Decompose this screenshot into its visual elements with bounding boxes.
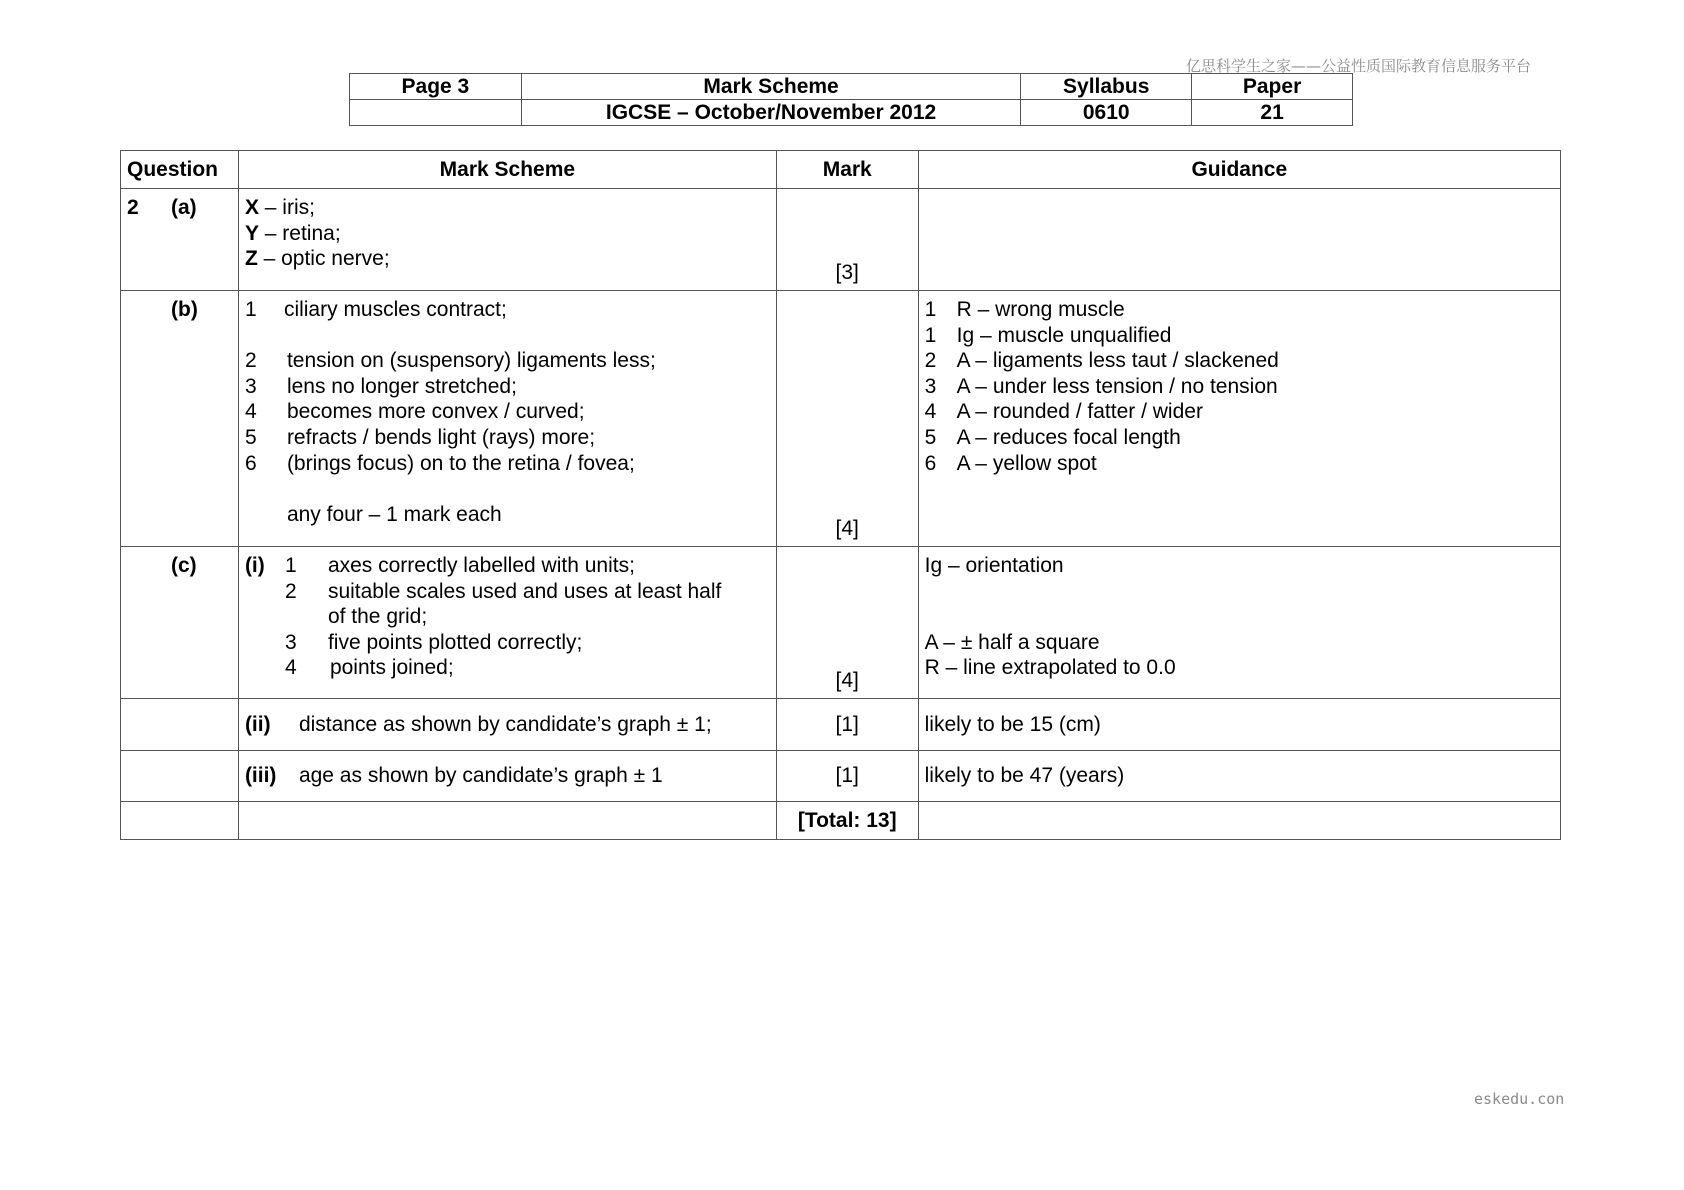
guidance-cell	[918, 751, 1560, 802]
mark-cell	[776, 189, 918, 291]
question-part: (c)	[171, 554, 197, 577]
watermark-top: 亿思科学生之家——公益性质国际教育信息服务平台	[1186, 57, 1532, 75]
guidance-line: likely to be 15 (cm)	[924, 712, 1101, 736]
mark-scheme-cell	[238, 751, 776, 802]
guidance-cell	[918, 699, 1560, 751]
header-exam: IGCSE – October/November 2012	[521, 100, 1020, 126]
answer-line: 3 lens no longer stretched;	[244, 374, 517, 398]
mark-scheme-cell	[238, 547, 776, 699]
answer-line: (i) 1 axes correctly labelled with units;	[244, 554, 635, 577]
guidance-line: 5 A – reduces focal length	[924, 425, 1181, 449]
mark-cell	[776, 751, 918, 802]
answer-line: of the grid;	[327, 605, 428, 629]
table-row	[121, 547, 1561, 699]
header-page: Page 3	[350, 74, 522, 100]
mark-value: [1]	[835, 764, 859, 788]
guidance-cell	[918, 802, 1560, 840]
table-row	[121, 291, 1561, 547]
question-cell	[121, 699, 239, 751]
answer-line: 2 tension on (suspensory) ligaments less;	[244, 349, 656, 373]
guidance-line: 1 R – wrong muscle	[924, 298, 1125, 321]
guidance-line: A – ± half a square	[924, 630, 1100, 654]
answer-line: 2 suitable scales used and uses at least half	[284, 579, 722, 603]
answer-line: 4 becomes more convex / curved;	[244, 400, 585, 424]
mark-cell	[776, 291, 918, 547]
column-header-mark: Mark	[776, 151, 918, 189]
answer-line: 1 ciliary muscles contract;	[244, 298, 507, 321]
mark-scheme-cell	[238, 699, 776, 751]
guidance-line: 6 A – yellow spot	[924, 451, 1097, 475]
guidance-line: 4 A – rounded / fatter / wider	[924, 400, 1203, 424]
mark-value: [3]	[835, 261, 859, 285]
column-header-question: Question	[121, 151, 239, 189]
table-row	[121, 751, 1561, 802]
question-cell	[121, 291, 239, 547]
mark-value: [1]	[835, 712, 859, 736]
answer-line: Y – retina;	[244, 221, 341, 245]
answer-line: X – iris;	[244, 196, 315, 219]
header-syllabus-code: 0610	[1021, 100, 1192, 126]
total-mark: [Total: 13]	[797, 808, 897, 832]
header-syllabus: Syllabus	[1021, 74, 1192, 100]
column-header-mark-scheme: Mark Scheme	[238, 151, 776, 189]
mark-scheme-cell	[238, 802, 776, 840]
question-cell	[121, 802, 239, 840]
guidance-line: Ig – orientation	[924, 554, 1064, 577]
answer-line: Z – optic nerve;	[244, 247, 390, 271]
question-cell	[121, 751, 239, 802]
question-cell	[121, 189, 239, 291]
answer-line: 6 (brings focus) on to the retina / fovea;	[244, 451, 635, 475]
question-part: (b)	[171, 298, 198, 321]
guidance-line: 2 A – ligaments less taut / slackened	[924, 349, 1279, 373]
header-empty-cell	[350, 100, 522, 126]
column-header-guidance: Guidance	[918, 151, 1560, 189]
answer-line: (ii) distance as shown by candidate’s graph ± 1;	[244, 712, 712, 736]
guidance-cell	[918, 189, 1560, 291]
header-paper: Paper	[1192, 74, 1353, 100]
guidance-line: R – line extrapolated to 0.0	[924, 656, 1176, 680]
guidance-line: likely to be 47 (years)	[924, 764, 1125, 788]
answer-line: 4 points joined;	[284, 656, 454, 680]
mark-scheme-cell	[238, 291, 776, 547]
header-mark-scheme: Mark Scheme	[521, 74, 1020, 100]
header-paper-code: 21	[1192, 100, 1353, 126]
table-row-total	[121, 802, 1561, 840]
answer-note: any four – 1 mark each	[286, 502, 502, 526]
mark-value: [4]	[835, 669, 859, 693]
watermark-bottom: eskedu.con	[1474, 1090, 1565, 1108]
table-row	[121, 699, 1561, 751]
answer-line: (iii) age as shown by candidate’s graph ± 1	[244, 764, 663, 788]
total-mark-cell	[776, 802, 918, 840]
mark-cell	[776, 547, 918, 699]
mark-cell	[776, 699, 918, 751]
question-cell	[121, 547, 239, 699]
mark-scheme-table	[120, 150, 1561, 840]
guidance-cell	[918, 547, 1560, 699]
table-row	[121, 189, 1561, 291]
question-number: 2	[127, 196, 139, 219]
guidance-line: 3 A – under less tension / no tension	[924, 374, 1278, 398]
question-part: (a)	[171, 196, 197, 219]
guidance-cell	[918, 291, 1560, 547]
answer-line: 5 refracts / bends light (rays) more;	[244, 425, 596, 449]
mark-scheme-cell	[238, 189, 776, 291]
guidance-line: 1 Ig – muscle unqualified	[924, 323, 1172, 347]
answer-line: 3 five points plotted correctly;	[284, 630, 583, 654]
mark-value: [4]	[835, 517, 859, 541]
page-header-table	[349, 73, 1353, 126]
